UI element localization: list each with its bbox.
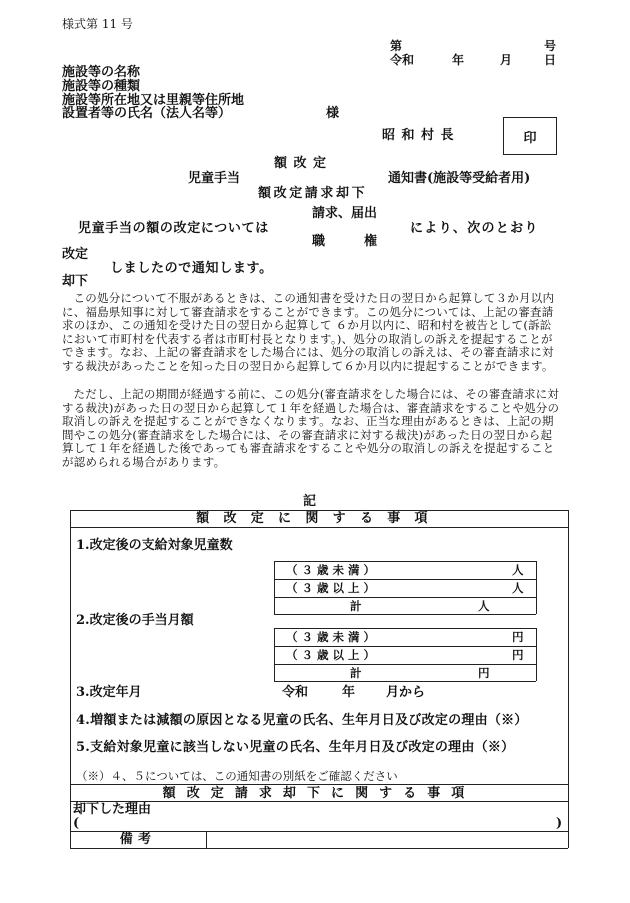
header-divider: [70, 527, 568, 528]
facility-address-label: 施設等所在地又は里親等住所地: [62, 93, 245, 108]
item2-box-left: [274, 628, 275, 681]
section2-header: 額改定請求却下に関する事項: [162, 786, 476, 801]
section2-border-right: [568, 784, 569, 848]
section2-border-bottom: [70, 848, 568, 849]
title-lower: 額改定請求却下: [258, 186, 368, 201]
item2-box-right: [536, 628, 537, 681]
seal-box: 印: [503, 117, 557, 155]
form-number: 様式第 11 号: [62, 17, 133, 31]
lead-option2-lower: 却下: [62, 274, 89, 289]
item5-label: 5.支給対象児童に該当しない児童の氏名、生年月日及び改定の理由（※）: [76, 740, 515, 755]
title-upper: 額改定: [274, 156, 333, 171]
item2-row-divider-2: [274, 664, 536, 665]
item4-label: 4.増額または減額の原因となる児童の氏名、生年月日及び改定の理由（※）: [76, 713, 528, 728]
honorific-sama: 様: [326, 106, 340, 121]
item2-total-unit: 円: [478, 666, 490, 680]
remarks-divider: [206, 831, 207, 848]
item3-year: 年: [342, 685, 356, 700]
lead-option-upper: 請求、届出: [312, 206, 378, 221]
mayor-title: 昭和村長: [382, 128, 461, 143]
item2-row-divider-1: [274, 646, 536, 647]
item1-total-label: 計: [350, 599, 362, 613]
item2-row2-label: （ ３ 歳 以 上 ）: [286, 648, 376, 662]
item2-label: 2.改定後の手当月額: [76, 613, 194, 628]
date-month: 月: [500, 53, 513, 67]
title-left: 児童手当: [188, 171, 241, 186]
lead-option2-upper: 改定: [62, 247, 89, 262]
item1-row-divider-2: [274, 597, 536, 598]
item1-row1-unit: 人: [512, 563, 524, 577]
lead-ending: しましたので通知します。: [110, 261, 273, 276]
table-border-left: [70, 510, 71, 784]
item1-label: 1.改定後の支給対象児童数: [76, 538, 233, 553]
item1-row2-label: （ ３ 歳 以 上 ）: [286, 581, 376, 595]
item1-box-top: [274, 561, 536, 562]
remarks-label: 備考: [119, 832, 157, 847]
reason-paren-open: (: [73, 816, 80, 831]
lead-suffix: により、次のとおり: [410, 221, 539, 236]
item3-era: 令和: [282, 685, 309, 700]
table-border-right: [568, 510, 569, 784]
table-border-bottom: [70, 784, 568, 785]
item2-box-bottom: [274, 681, 536, 682]
item2-row1-unit: 円: [512, 630, 524, 644]
item2-box-top: [274, 628, 536, 629]
facility-name-label: 施設等の名称: [62, 65, 141, 80]
item1-row-divider-1: [274, 579, 536, 580]
item3-label: 3.改定年月: [76, 685, 142, 700]
facility-type-label: 施設等の種類: [62, 79, 141, 94]
item1-total-unit: 人: [478, 599, 490, 613]
doc-no-prefix: 第: [390, 39, 403, 53]
owner-name-label: 設置者等の氏名（法人名等）: [62, 106, 232, 121]
item1-box-bottom: [274, 614, 536, 615]
reason-paren-close: ): [556, 816, 563, 831]
item1-row2-unit: 人: [512, 581, 524, 595]
item3-month: 月から: [386, 685, 426, 700]
item2-row2-unit: 円: [512, 648, 524, 662]
item1-box-left: [274, 561, 275, 614]
rejection-reason-label: 却下した理由: [73, 802, 152, 817]
ki-label: 記: [303, 494, 317, 509]
date-era: 令和: [390, 53, 415, 67]
section1-header: 額改定に関する事項: [196, 511, 442, 526]
notice-paragraph-1: この処分について不服があるときは、この通知書を受けた日の翌日から起算して３か月以内に、福島県知事に対して審査請求をすることができます。この処分については、上記の審査請求のほか、この通知を受けた日の翌日から起算して ６か月以内に、昭和村を被告として(訴訟において市町村を代表する者は市町村長となります。)、処分の取消しの訴えを提起することができます。なお、上記の審査請求をした場合には、処分の取消しの訴えは、その審査請求に対する裁決があったことを知った日の翌日から起算して６か月以内に提起することができます。: [62, 291, 555, 373]
item1-box-right: [536, 561, 537, 614]
item1-row1-label: （ ３ 歳 未 満 ）: [286, 563, 376, 577]
lead-prefix: 児童手当の額の改定については: [78, 221, 269, 236]
title-right: 通知書(施設等受給者用): [388, 171, 531, 186]
item2-total-label: 計: [350, 666, 362, 680]
doc-no-suffix: 号: [544, 39, 557, 53]
date-year: 年: [452, 53, 465, 67]
notice-paragraph-2: ただし、上記の期間が経過する前に、この処分(審査請求をした場合には、その審査請求に対する裁決)があった日の翌日から起算して１年を経過した場合は、審査請求をすることや処分の取消しの訴えを提起することができなくなります。なお、正当な理由があるときは、上記の期間やこの処分(審査請求をした場合には、その審査請求に対する裁決)があった日の翌日から起算して１年を経過した後であっても審査請求をすることや処分の取消しの訴えを提起することが認められる場合があります。: [62, 387, 560, 469]
date-day: 日: [544, 53, 557, 67]
item2-row1-label: （ ３ 歳 未 満 ）: [286, 630, 376, 644]
lead-option-lower: 職 権: [312, 234, 378, 249]
item-note: （※）４、５については、この通知書の別紙をご確認ください: [76, 769, 398, 783]
